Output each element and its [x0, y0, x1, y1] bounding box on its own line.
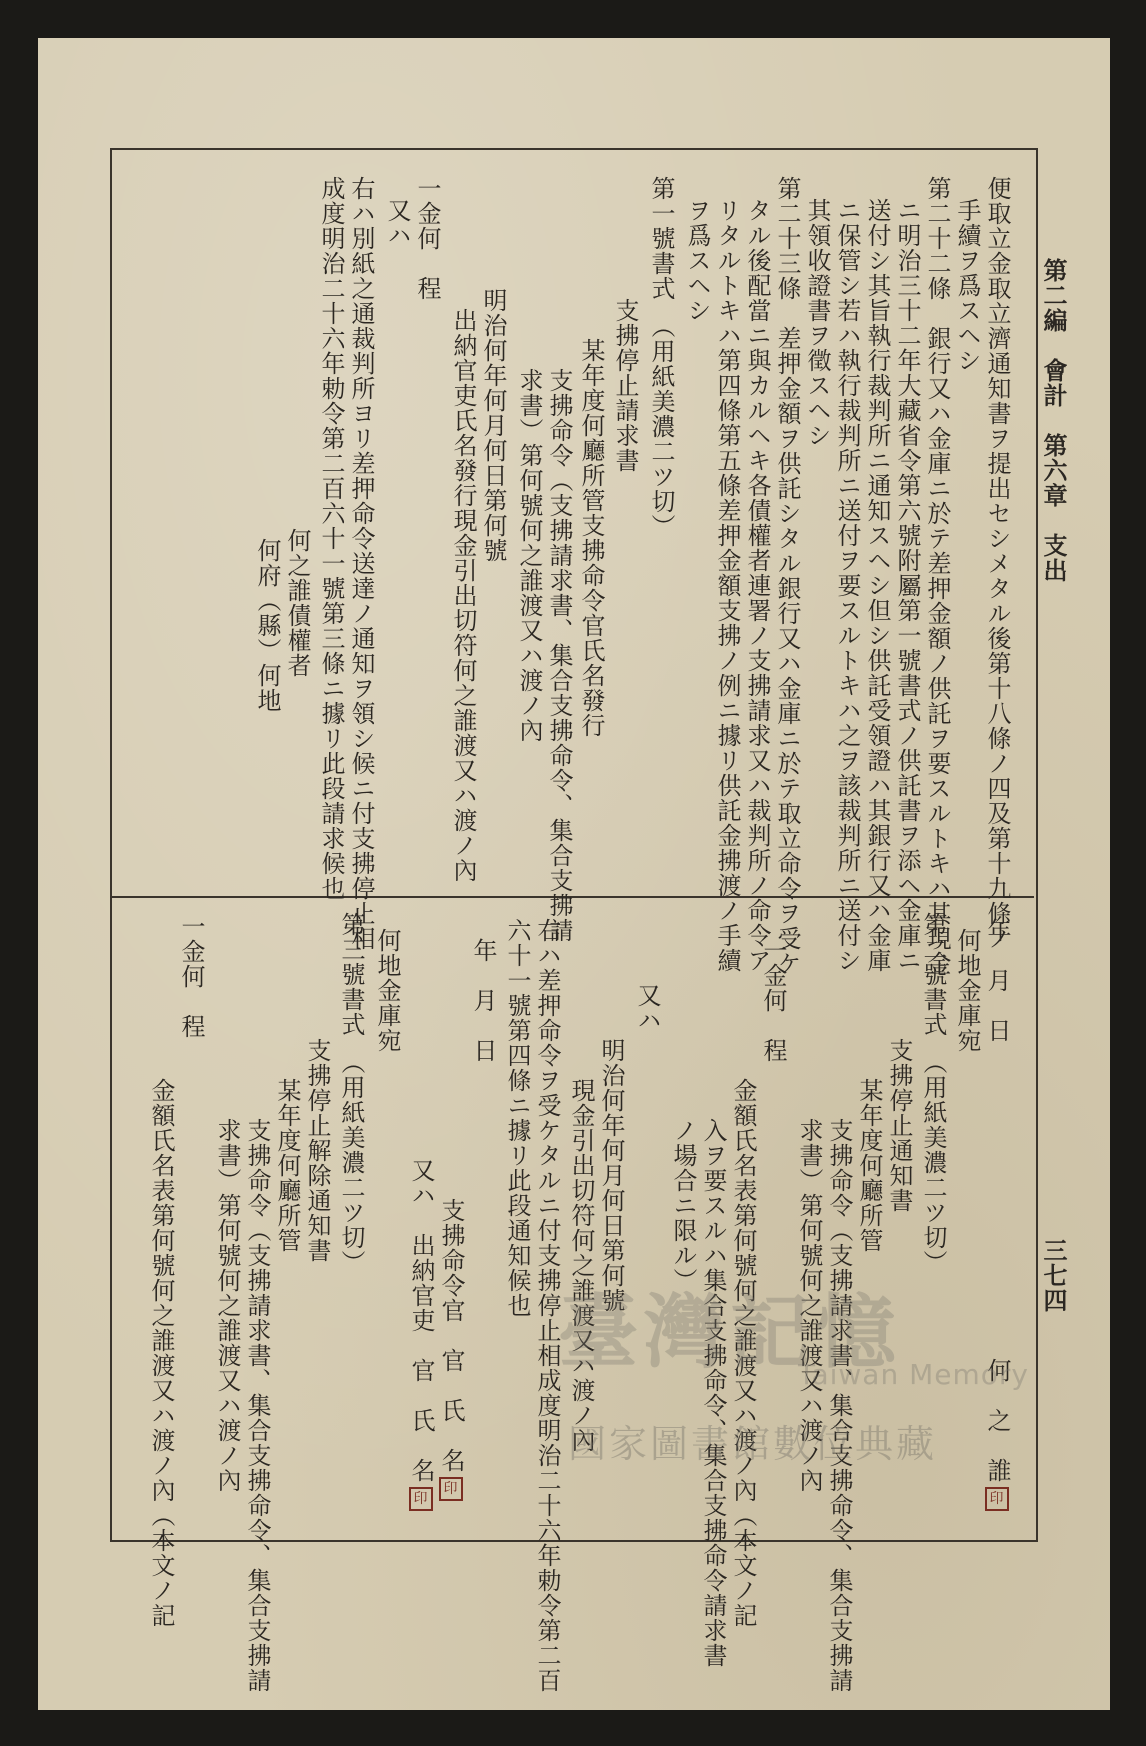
upper-line-2: 手續ヲ爲スヘシ	[953, 198, 981, 373]
lower-line-14: 現金引出切符何之誰渡又ハ渡ノ內	[567, 1078, 595, 1453]
lower-line-12: 又ハ	[633, 983, 661, 1033]
lower-line-17: 年 月 日	[469, 938, 497, 1063]
upper-line-9: タル後配當ニ與カルヘキ各債權者連署ノ支拂請求又ハ裁判所ノ命令ア	[743, 198, 771, 973]
upper-line-6: ニ保管シ若ハ執行裁判所ニ送付ヲ要スルトキハ之ヲ該裁判所ニ送付シ	[833, 198, 861, 973]
upper-line-14: 某年度何廳所管支拂命令官氏名發行	[577, 338, 605, 738]
lower-line-8: 一金何 程	[759, 938, 787, 1063]
watermark-brand-en: Taiwan Memory	[798, 1358, 1029, 1391]
upper-line-16: 求書）第何號何之誰渡又ハ渡ノ內	[515, 368, 543, 743]
upper-line-3: 第二十二條 銀行又ハ金庫ニ於テ差押金額ノ供託ヲ要スルトキハ其現金	[923, 176, 951, 976]
lower-line-10: 入ヲ要スルハ集合支拂命令、集合支拂命令請求書	[699, 1118, 727, 1668]
lower-line-18-text: 支拂命令官 官 氏 名	[437, 1198, 465, 1473]
lower-line-19	[406, 1158, 436, 1515]
lower-line-22: 支拂停止解除通知書	[303, 1038, 331, 1263]
upper-line-12: 第一號書式 （用紙美濃二ツ切）	[647, 176, 675, 539]
upper-line-23: 何之誰債權者	[283, 528, 311, 678]
lower-line-2: 何地金庫宛	[953, 928, 981, 1053]
lower-line-25: 求書）第何號何之誰渡又ハ渡ノ內	[213, 1118, 241, 1493]
lower-line-6: 支拂命令（支拂請求書、集合支拂命令、集合支拂請	[825, 1118, 853, 1693]
lower-line-19-text: 又ハ 出納官吏 官 氏 名	[407, 1158, 435, 1483]
upper-line-7: 其領收證書ヲ徵スヘシ	[803, 198, 831, 448]
lower-line-18	[436, 1198, 466, 1505]
lower-line-24: 支拂命令（支拂請求書、集合支拂命令、集合支拂請	[243, 1118, 271, 1693]
lower-line-26: 一金何 程	[177, 914, 205, 1039]
upper-line-8: 第二十三條 差押金額ヲ供託シタル銀行又ハ金庫ニ於テ取立命令ヲ受ケ	[773, 176, 801, 976]
lower-line-20: 何地金庫宛	[373, 928, 401, 1053]
upper-line-20: 又ハ	[383, 198, 411, 248]
lower-line-4: 支拂停止通知書	[885, 1038, 913, 1213]
upper-line-10: リタルトキハ第四條第五條差押金額支拂ノ例ニ據リ供託金拂渡ノ手續	[713, 198, 741, 973]
upper-line-13: 支拂停止請求書	[611, 298, 639, 473]
lower-line-1: 年 月 日	[983, 918, 1011, 1043]
lower-line-27: 金額氏名表第何號何之誰渡又ハ渡ノ內（本文ノ記	[147, 1078, 175, 1628]
upper-line-19: 一金何 程	[413, 176, 441, 301]
lower-line-11: ノ場合ニ限ル）	[669, 1118, 697, 1293]
watermark-brand: 臺灣記憶	[558, 1285, 902, 1379]
lower-line-13: 明治何年何月何日第何號	[597, 1038, 625, 1313]
seal-icon: 印	[985, 1487, 1009, 1511]
seal-icon: 印	[409, 1487, 433, 1511]
lower-line-9: 金額氏名表第何號何之誰渡又ハ渡ノ內（本文ノ記	[729, 1078, 757, 1628]
document-page	[38, 38, 1110, 1710]
lower-line-7: 求書）第何號何之誰渡又ハ渡ノ內	[795, 1118, 823, 1493]
lower-line-16: 六十一號第四條ニ據リ此段通知候也	[503, 918, 531, 1318]
lower-line-5: 某年度何廳所管	[855, 1078, 883, 1253]
upper-line-15: 支拂命令（支拂請求書、集合支拂命令、集合支拂請	[545, 368, 573, 943]
upper-line-5: 送付シ其旨執行裁判所ニ通知スヘシ但シ供託受領證ハ其銀行又ハ金庫	[863, 198, 891, 973]
upper-line-22: 成度明治二十六年勅令第二百六十一號第三條ニ據リ此段請求候也	[317, 176, 345, 901]
watermark-library: 國家圖書館數位典藏	[568, 1422, 938, 1466]
upper-line-11: ヲ爲スヘシ	[683, 198, 711, 323]
lower-line-15: 右ハ差押命令ヲ受ケタルニ付支拂停止相成度明治二十六年勅令第二百	[533, 918, 561, 1693]
upper-line-21: 右ハ別紙之通裁判所ヨリ差押命令送達ノ通知ヲ領シ候ニ付支拂停止相	[347, 176, 375, 951]
lower-line-23: 某年度何廳所管	[273, 1078, 301, 1253]
page-number: 三七四	[1039, 1238, 1068, 1313]
upper-line-24: 何府（縣）何地	[253, 538, 281, 713]
running-head: 第二編 會計 第六章 支出	[1039, 258, 1068, 583]
seal-icon: 印	[439, 1477, 463, 1501]
lower-line-21: 第三號書式 （用紙美濃二ツ切）	[337, 912, 365, 1275]
lower-line-3: 第二號書式 （用紙美濃二ツ切）	[919, 912, 947, 1275]
upper-line-18: 出納官吏氏名發行現金引出切符何之誰渡又ハ渡ノ內	[449, 308, 477, 883]
upper-line-1: 便取立金取立濟通知書ヲ提出セシメタル後第十八條ノ四及第十九條ノ	[983, 176, 1011, 951]
upper-line-17: 明治何年何月何日第何號	[479, 288, 507, 563]
upper-line-4: ニ明治三十二年大藏省令第六號附屬第一號書式ノ供託書ヲ添ヘ金庫ニ	[893, 198, 921, 973]
lower-line-1-name: 何 之 誰	[983, 1358, 1011, 1483]
